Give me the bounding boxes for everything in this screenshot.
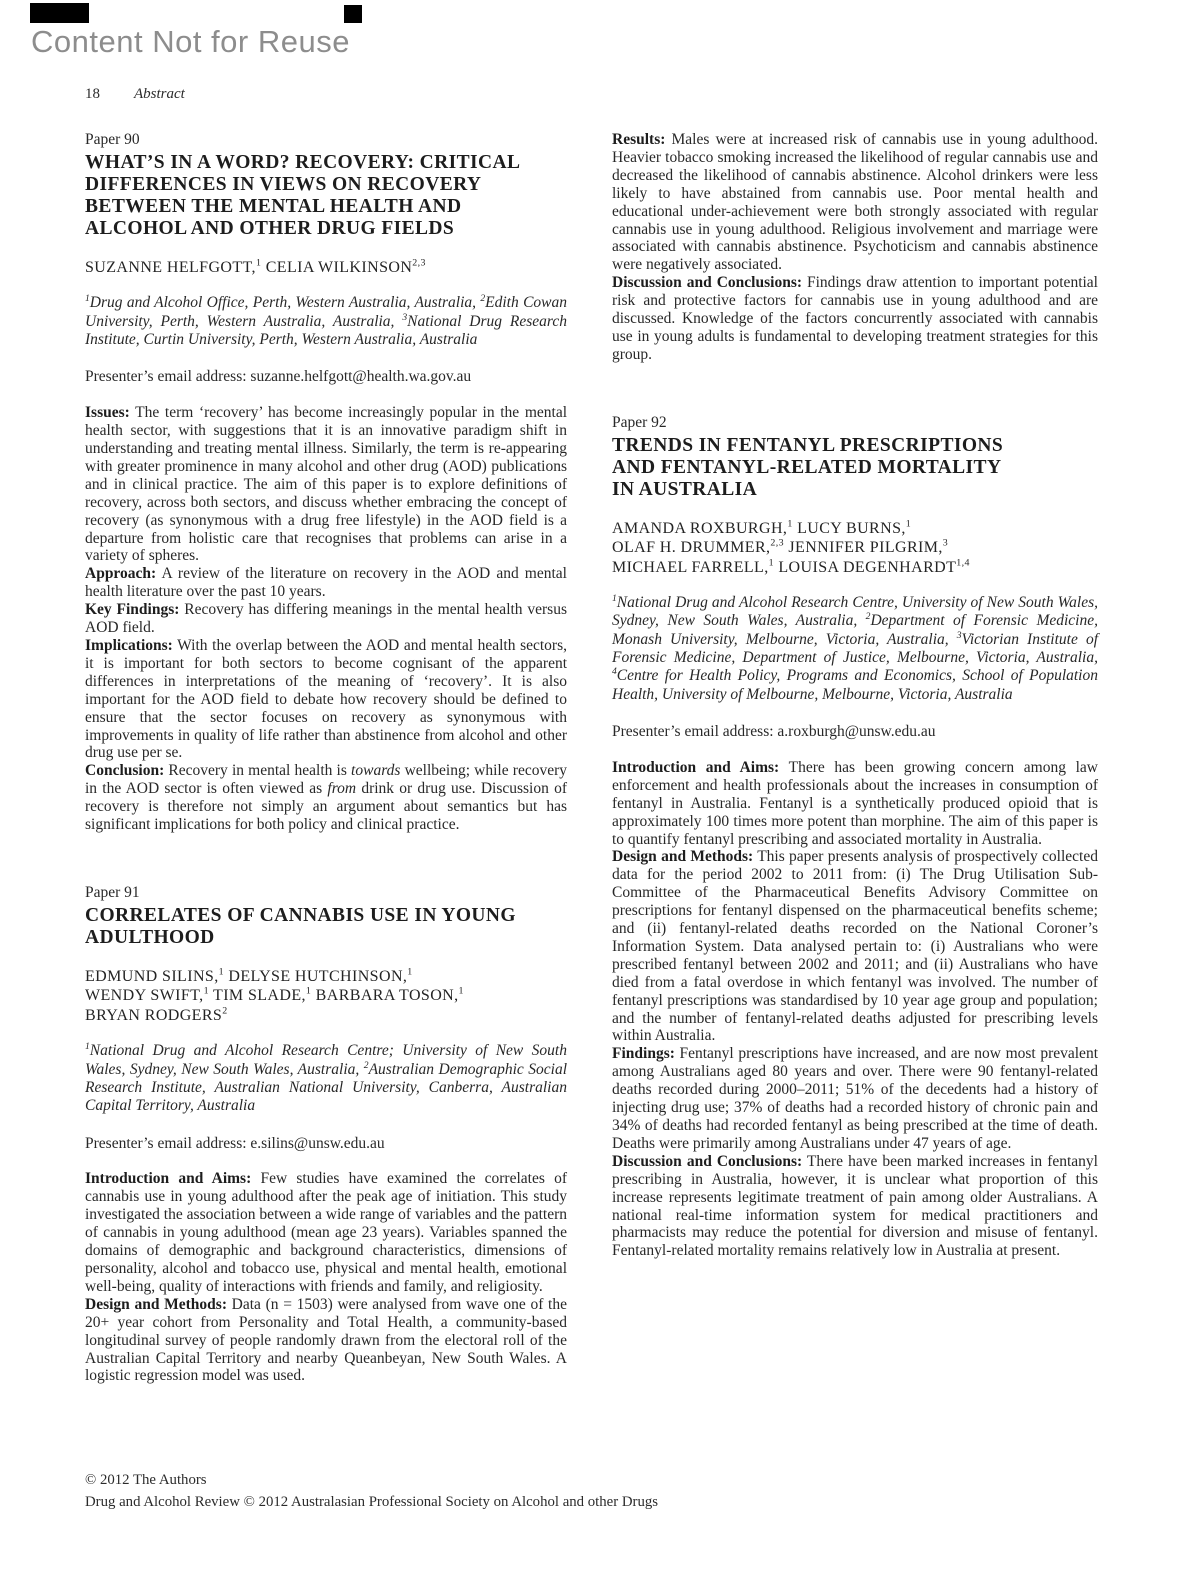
superscript: 2,3 — [412, 257, 426, 269]
paragraph-text — [612, 131, 1098, 273]
right-column — [612, 131, 1098, 1260]
paragraph-label: Conclusion: — [85, 762, 165, 780]
superscript: 1 — [85, 1041, 90, 1053]
paragraph-label: Discussion and Conclusions: — [612, 274, 803, 292]
paragraph-text — [85, 1170, 567, 1294]
text-run: Drug and Alcohol Office, Perth, Western Australia, Australia, — [89, 294, 481, 312]
text-line — [612, 519, 1098, 539]
paragraph-issues — [85, 404, 567, 565]
paper-title — [612, 435, 1098, 501]
text-line — [612, 558, 1098, 578]
text-run: SUZANNE HELFGOTT, — [85, 258, 256, 276]
footer-line-authors: © 2012 The Authors — [85, 1472, 207, 1488]
watermark-text: Content Not for Reuse — [31, 24, 350, 59]
superscript: 1 — [768, 557, 774, 569]
text-run: There has been growing concern among law enforcement and health professionals about the increases in consumption of fentanyl in Australia. Fentanyl is a synthetically produced opioid that is approximately 100 times more potent than morphine. The aim of this paper is to quantify fentanyl prescribing and associated mortality in Australia. — [612, 758, 1098, 848]
paper-title — [85, 152, 567, 240]
author-list — [612, 519, 1098, 578]
text-run: Males were at increased risk of cannabis use in young adulthood. Heavier tobacco smoking increased the likelihood of regular cannabis use and decreased the likelihood of cannabis abstinence. Alcohol drinkers were less likely to have abstained from cannabis use. Poor mental health and educational under-achievement were both strongly associated with regular cannabis use in young adulthood. Religious involvement and marriage were associated with cannabis abstinence. Psychoticism and cannabis abstinence were negatively associated. — [612, 131, 1098, 274]
text-run: drink or drug use. Discussion of recovery is therefore not simply an argument about semantics but has significant implications for both policy and clinical practice. — [85, 780, 567, 834]
text-run: from — [327, 780, 357, 798]
text-run: Department of Forensic Medicine, Monash University, Melbourne, Victoria, Australia, — [612, 612, 1098, 648]
text-line: BETWEEN THE MENTAL HEALTH AND — [85, 195, 462, 217]
text-run: OLAF H. DRUMMER, — [612, 539, 771, 557]
paragraph-label: Design and Methods: — [612, 848, 754, 866]
superscript: 2,3 — [770, 537, 785, 549]
text-run: National Drug Research Institute, Curtin University, Perth, Western Australia, Australia — [85, 312, 567, 348]
paragraph-label: Findings: — [612, 1045, 675, 1063]
paper-title — [85, 905, 567, 949]
superscript: 2 — [480, 293, 486, 305]
paragraph-key-findings — [85, 601, 567, 637]
superscript: 2 — [363, 1059, 369, 1071]
paragraph-label: Introduction and Aims: — [85, 1170, 252, 1188]
text-run: JENNIFER PILGRIM, — [784, 539, 943, 557]
superscript: 1 — [612, 593, 617, 605]
superscript: 1 — [255, 257, 262, 269]
text-run: There have been marked increases in fentanyl prescribing in Australia, however, it is unclear what proportion of this increase represents legitimate treatment of pain among older Australians. A national real-time information system for medical practitioners and pharmacists may reduce the potential for diversion and misuse of fentanyl. Fentanyl-related mortality remains relatively low in Australia at present. — [612, 1152, 1098, 1260]
text-line: TRENDS IN FENTANYL PRESCRIPTIONS — [612, 434, 1004, 456]
text-line: ADULTHOOD — [85, 926, 215, 948]
text-run: towards — [351, 762, 401, 780]
text-run: LOUISA DEGENHARDT — [773, 558, 957, 576]
superscript: 3 — [942, 537, 949, 549]
superscript: 4 — [612, 666, 617, 678]
paragraph-label: Approach: — [85, 565, 157, 583]
paragraph-approach — [85, 565, 567, 601]
paragraph-text — [85, 637, 567, 761]
paper-label: Paper 90 — [85, 131, 140, 148]
paper-label: Paper 92 — [612, 413, 667, 431]
text-run: BARBARA TOSON, — [311, 987, 459, 1005]
paragraph-label: Implications: — [85, 636, 173, 654]
abstract-body — [85, 404, 567, 834]
text-run: CELIA WILKINSON — [261, 258, 413, 276]
page-number: 18 — [85, 86, 100, 102]
left-column — [85, 131, 567, 1385]
superscript: 1 — [407, 966, 413, 978]
paragraph-text — [612, 848, 1098, 1044]
paragraph-design-methods — [85, 1296, 567, 1386]
text-run: Centre for Health Policy, Programs and Economics, School of Population Health, University of Melbourne, Melbourne, Victoria, Australia — [612, 667, 1098, 703]
presenter-email: Presenter’s email address: a.roxburgh@unsw.edu.au — [612, 722, 936, 740]
superscript: 1 — [787, 518, 793, 530]
text-run: MICHAEL FARRELL, — [612, 558, 769, 576]
copyright-footer — [85, 1469, 658, 1513]
paragraph-label: Design and Methods: — [85, 1295, 227, 1313]
text-run: Fentanyl prescriptions have increased, and are now most prevalent among Australians aged 80 years and over. There were 90 fentanyl-related deaths recorded during 2000–2011; 51% of the decedents had a history of injecting drug use; 37% of deaths had a recorded history of chronic pain and 34% of deaths had recorded fentanyl as being prescribed at the time of death. Deaths were primarily among Australians under 47 years of age. — [612, 1045, 1098, 1152]
running-title: Abstract — [134, 86, 185, 102]
author-list — [85, 967, 567, 1026]
text-line — [85, 258, 567, 278]
affiliations — [85, 294, 567, 349]
superscript: 1,4 — [956, 557, 970, 569]
paper-92-section — [612, 414, 1098, 1260]
superscript: 1 — [905, 518, 912, 530]
text-run: EDMUND SILINS, — [85, 967, 219, 985]
presenter-email: Presenter’s email address: e.silins@unsw.edu.au — [85, 1134, 385, 1152]
presenter-email: Presenter’s email address: suzanne.helfgott@health.wa.gov.au — [85, 368, 472, 386]
paragraph-introduction — [612, 759, 1098, 849]
superscript: 2 — [222, 1005, 228, 1017]
text-run: Edith Cowan University, Perth, Western Australia, Australia, — [85, 294, 567, 330]
text-run: WENDY SWIFT, — [85, 987, 204, 1005]
paragraph-text — [85, 565, 567, 600]
text-line: DIFFERENCES IN VIEWS ON RECOVERY — [85, 173, 482, 195]
text-run: DELYSE HUTCHINSON, — [223, 967, 408, 985]
paragraph-text — [612, 1045, 1098, 1152]
text-run: Data (n = 1503) were analysed from wave one of the 20+ year cohort from Personality and Total Health, a community-based longitudinal survey of people randomly drawn from the electoral roll of the Australian Capital Territory and nearby Queanbeyan, New South Wales. A logistic regression model was used. — [85, 1295, 567, 1385]
scan-artifact — [344, 5, 362, 23]
text-line: CORRELATES OF CANNABIS USE IN YOUNG — [85, 904, 516, 926]
text-line: AND FENTANYL-RELATED MORTALITY — [612, 456, 1002, 478]
text-line — [85, 967, 567, 987]
paragraph-label: Issues: — [85, 404, 130, 422]
superscript: 1 — [203, 986, 209, 998]
paragraph-implications — [85, 637, 567, 762]
superscript: 1 — [218, 966, 224, 978]
paragraph-design-methods — [612, 848, 1098, 1045]
paragraph-discussion — [612, 1153, 1098, 1260]
paragraph-introduction — [85, 1170, 567, 1295]
text-run: Victorian Institute of Forensic Medicine, Department of Justice, Melbourne, Victoria, Australia, — [612, 630, 1099, 667]
text-run: This paper presents analysis of prospectively collected data for the period 2002 to 2011 from: (i) The Drug Utilisation Sub-Committee of the Pharmaceutical Benefits Advisory Committee on prescriptions for fentanyl dispensed on the pharmaceutical benefits scheme; and (ii) fentanyl-related deaths recorded on the National Coroner’s Information System. Data analysed pertain to: (i) Australians who were prescribed fentanyl between 2002 and 2011; and (ii) Australians who have died from a fatal overdose in which fentanyl was involved. The number of fentanyl prescriptions was standardised by 10 year age group and population; and the number of fentanyl-related deaths adjusted for prescribing levels within Australia. — [612, 848, 1098, 1045]
paper-90-section — [85, 131, 567, 834]
text-run: LUCY BURNS, — [792, 519, 906, 537]
footer-line-journal: Drug and Alcohol Review © 2012 Australasian Professional Society on Alcohol and other Drugs — [85, 1494, 659, 1510]
paragraph-label: Introduction and Aims: — [612, 758, 780, 776]
superscript: 2 — [865, 611, 871, 623]
superscript: 1 — [305, 986, 312, 998]
scan-artifact — [30, 3, 89, 23]
abstract-body — [85, 1170, 567, 1385]
text-run: TIM SLADE, — [208, 987, 306, 1005]
paper-91-section — [85, 884, 567, 1385]
paragraph-discussion — [612, 274, 1098, 364]
text-run: BRYAN RODGERS — [85, 1006, 223, 1024]
text-run: Few studies have examined the correlates of cannabis use in young adulthood after the peak age of initiation. This study investigated the association between a wide range of variables and the pattern of cannabis in young adulthood (mean age 23 years). Variables spanned the domains of demographic and background characteristics, dimensions of personality, alcohol and tobacco use, physical and mental health, emotional well-being, quality of interactions with friends and family, and religiosity. — [85, 1170, 567, 1295]
superscript: 3 — [402, 311, 408, 323]
paragraph-label: Results: — [612, 131, 666, 148]
paper-91-continuation — [612, 131, 1098, 364]
text-run: National Drug and Alcohol Research Centre, University of New South Wales, Sydney, New South Wales, Australia, — [612, 594, 1098, 630]
paragraph-findings — [612, 1045, 1098, 1152]
affiliations — [85, 1042, 567, 1115]
text-run: Australian Demographic Social Research Institute, Australian National University, Canberra, Australian Capital Territory, Australia — [85, 1060, 567, 1115]
text-run: With the overlap between the AOD and mental health sectors, it is important for both sectors to become cognisant of the apparent differences in interpretations of the meaning of ‘recovery’. It is also important for the AOD field to debate how recovery should be defined to ensure that the sector focuses on recovery as synonymous with improvements in quality of life rather than abstinence from alcohol and other drug use per se. — [85, 636, 567, 762]
superscript: 3 — [956, 629, 962, 641]
paragraph-conclusion — [85, 762, 567, 834]
text-run: Recovery has differing meanings in the mental health versus AOD field. — [85, 601, 567, 637]
superscript: 1 — [85, 293, 90, 305]
text-run: National Drug and Alcohol Research Centre; University of New South Wales, Sydney, New South Wales, Australia, — [85, 1042, 567, 1078]
text-line: ALCOHOL AND OTHER DRUG FIELDS — [85, 217, 455, 239]
text-line — [85, 986, 567, 1006]
text-run: Findings draw attention to important potential risk and protective factors for cannabis use in young adulthood and are discussed. Knowledge of the factors concurrently associated with cannabis use in young adults is fundamental to developing treatment strategies for this group. — [612, 274, 1098, 363]
text-line — [612, 538, 1098, 558]
text-line: IN AUSTRALIA — [612, 478, 758, 500]
running-head — [85, 86, 185, 103]
text-run: wellbeing; while recovery in the AOD sector is often viewed as — [85, 762, 567, 798]
text-run: A review of the literature on recovery in the AOD and mental health literature over the past 10 years. — [85, 565, 567, 601]
paragraph-text — [85, 404, 567, 564]
superscript: 1 — [458, 986, 464, 998]
affiliations — [612, 594, 1098, 704]
text-run: AMANDA ROXBURGH, — [612, 519, 788, 537]
abstract-body — [612, 759, 1098, 1260]
text-run: The term ‘recovery’ has become increasingly popular in the mental health sector, with suggestions that it is an innovative paradigm shift in understanding and treating mental illness. Similarly, the term is re-appearing with greater prominence in many alcohol and other drug (AOD) publications and in clinical practice. The aim of this paper is to explore definitions of recovery, across both sectors, and discuss whether embracing the concept of recovery (as synonymous with a drug free lifestyle) in the AOD field is a departure from holistic care that recognises that problems can arise in a variety of spheres. — [85, 404, 567, 565]
author-list — [85, 258, 567, 278]
paragraph-results — [612, 131, 1098, 274]
text-run: Recovery in mental health is — [164, 762, 352, 780]
text-line: WHAT’S IN A WORD? RECOVERY: CRITICAL — [85, 151, 521, 173]
text-line — [85, 1006, 567, 1026]
paper-label: Paper 91 — [85, 883, 140, 901]
paragraph-label: Key Findings: — [85, 601, 180, 619]
paragraph-label: Discussion and Conclusions: — [612, 1152, 803, 1170]
